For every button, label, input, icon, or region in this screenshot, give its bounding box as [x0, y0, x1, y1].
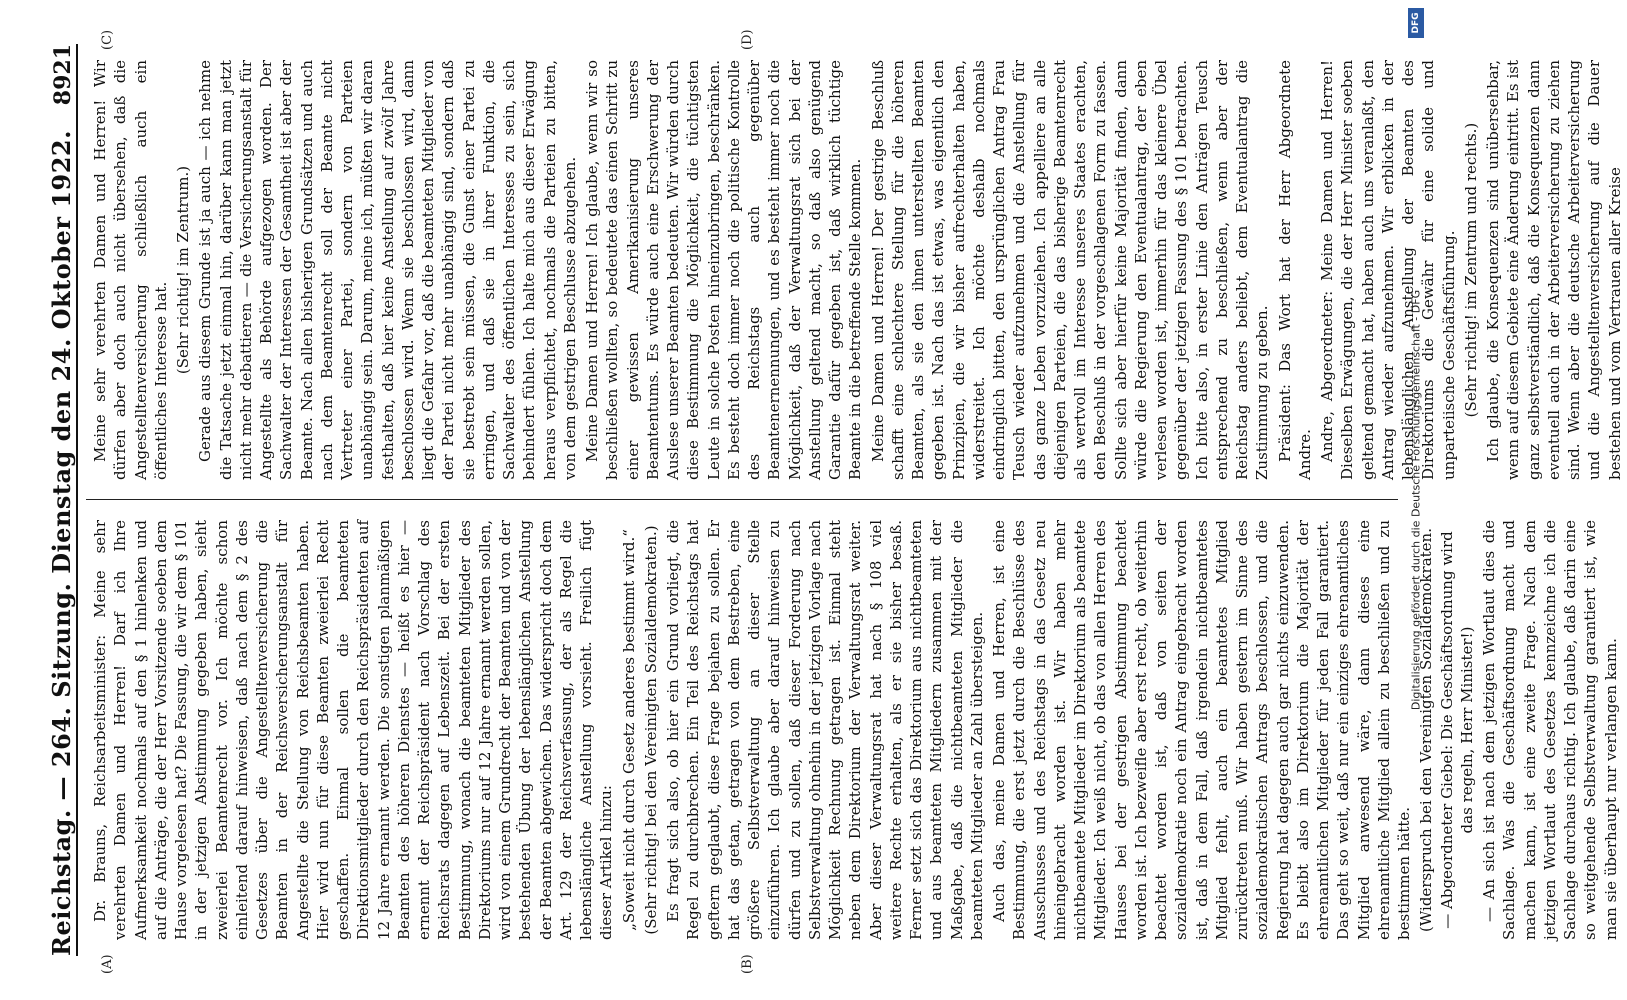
- interjection: (Widerspruch bei den Vereinigten Sozialdemokraten. — Abgeordneter Giebel: Die Geschäftsordnung wird das regeln, Herr Minister!): [1417, 528, 1476, 932]
- margin-marker-b: (B): [740, 954, 755, 974]
- speech-paragraph: Es fragt sich also, ob hier ein Grund vorliegt, die Regel zu durchbrechen. Ein Teil des Reichstags hat geftern geglaubt, diese Frage bejahen zu sollen. Er hat das getan, getragen von dem Bestreben, eine größere Selbstverwaltung an dieser Stelle einzuführen. Ich glaube aber darauf hinweisen zu dürfen und zu sollen, daß dieser Forderung nach Selbstverwaltung ohnehin in der jetzigen Vorlage nach Möglichkeit Rechnung getragen ist. Einmal steht neben dem Direktorium der Verwaltungsrat weiter. Aber dieser Verwaltungsrat hat nach § 108 viel weitere Rechte erhalten, als er sie bisher besaß. Ferner setzt sich das Direktorium aus nichtbeamteten und aus beamteten Mitgliedern zusammen mit der Maßgabe, daß die nichtbeamteten Mitglieder die beamteten Mitglieder an Zahl übersteigen.: [664, 520, 986, 940]
- speech-paragraph: Auch das, meine Damen und Herren, ist eine Bestimmung, die erst jetzt durch die Beschlüsse des Ausschusses und des Reichstags in das Gesetz neu hineingebracht worden ist. Wir haben mehr nichtbeamtete Mitglieder im Direktorium als beamtete Mitglieder. Ich weiß nicht, ob das von allen Herren des Hauses bei der gestrigen Abstimmung beachtet worden ist. Ich bezweifle aber erst recht, ob weiterhin beachtet worden ist, daß von seiten der sozialdemokratie noch ein Antrag eingebracht worden ist, daß in dem Fall, daß irgendein nichtbeamtetes Mitglied fehlt, auch ein beamtetes Mitglied zurücktreten muß. Wir haben gestern im Sinne des sozialdemokratischen Antrags beschlossen, und die Regierung hat dagegen auch gar nichts einzuwenden. Es bleibt also im Direktorium die Majorität der ehrenamtlichen Mitglieder für jeden Fall garantiert. Das geht so weit, daß nur ein einziges ehrenamtliches Mitglied anwesend wäre, dann dieses eine ehrenamtliche Mitglied allein zu beschließen und zu bestimmen hätte.: [990, 520, 1413, 940]
- margin-marker-c: (C): [100, 29, 115, 50]
- left-column: [90, 520, 1623, 940]
- speech-paragraph: Dr. Brauns, Reichsarbeitsminister: Meine sehr verehrten Damen und Herren! Darf ich Ihre Aufmerksamkeit nochmals auf den § 1 hinlenken und auf die Anträge, die der Herr Vorsitzende soeben dem Hause vorgelesen hat? Die Fassung, die wir dem § 101 in der jetzigen Abstimmung gegeben haben, sieht zweierlei Beamtenrecht vor. Ich möchte schon einleitend darauf hinweisen, daß nach dem § 2 des Gesetzes über die Angestelltenversicherung die Beamten in der Reichsversicherungsanstalt für Angestellte die Stellung von Reichsbeamten haben. Hier wird nun für diese Beamten zweierlei Recht geschaffen. Einmal sollen die beamteten Direktionsmitglieder durch den Reichspräsidenten auf 12 Jahre ernannt werden. Die sonstigen planmäßigen Beamten des höheren Dienstes — heißt es hier — ernennt der Reichspräsident nach Vorschlag des Reichsrats dagegen auf Lebenszeit. Bei der ersten Bestimmung, wonach die beamteten Mitglieder des Direktoriums nur auf 12 Jahre ernannt werden sollen, wird von einem Grundrecht der Beamten und von der bestehenden Übung der lebenslänglichen Anstellung der Beamten abgewichen. Das widerspricht doch dem Art. 129 der Reichsverfassung, der als Regel die lebenslängliche Anstellung vorsieht. Freilich fügt dieser Artikel hinzu:: [91, 520, 616, 940]
- column-divider: [86, 499, 1398, 500]
- speech-paragraph: — An sich ist nach dem jetzigen Wortlaut dies die Sachlage. Was die Geschäftsordnung macht und machen kann, ist eine zweite Frage. Nach dem jetzigen Wortlaut des Gesetzes kennzeichne ich die Sachlage durchaus richtig. Ich glaube, daß darin eine so weitgehende Selbstverwaltung garantiert ist, wie man sie überhaupt nur verlangen kann.: [1480, 520, 1620, 940]
- speech-paragraph: Meine sehr verehrten Damen und Herren! Wir dürfen aber doch auch nicht übersehen, daß die Angestelltenversicherung schließlich auch ein öffentliches Interesse hat.: [91, 60, 170, 480]
- interjection: (Sehr richtig! im Zentrum und rechts.): [1461, 122, 1480, 418]
- margin-marker-a: (A): [100, 954, 115, 974]
- speech-paragraph: Meine Damen und Herren! Ich glaube, wenn wir so beschließen wollten, so bedeutete das einen Schritt zu einer gewissen Amerikanisierung unseres Beamtentums. Es würde auch eine Erschwerung der Auslese unserer Beamten bedeuten. Wir würden durch diese Bestimmung die Möglichkeit, die tüchtigsten Leute in solche Posten hineinzubringen, beschränken. Es besteht doch immer noch die politische Kontrolle des Reichstags auch gegenüber Beamtenernennungen, und es besteht immer noch die Möglichkeit, daß der Verwaltungsrat sich bei der Anstellung geltend macht, so daß also genügend Garantie dafür gegeben ist, daß wirklich tüchtige Beamte in die betreffende Stelle kommen.: [583, 60, 865, 480]
- right-column: [90, 60, 1627, 480]
- digitization-credit: Digitalisierung gefördert durch die Deutsche Forschungsgemeinschaft - DFG: [1409, 289, 1423, 711]
- speech-paragraph: Ich glaube, die Konsequenzen sind unübersehbar, wenn auf diesem Gebiete eine Änderung eintritt. Es ist ganz selbstverständlich, daß die Konsequenzen dann eventuell auch in der Arbeiterversicherung zu ziehen sind. Wenn aber die deutsche Arbeiterversicherung und die Angestelltenversicherung auf die Dauer bestehen und vom Vertrauen aller Kreise: [1484, 60, 1624, 480]
- dfg-logo: [1408, 8, 1424, 38]
- page-header: [36, 44, 78, 956]
- quote: „Soweit nicht durch Gesetz anderes bestimmt wird.“: [619, 529, 638, 931]
- speech-paragraph: Meine Damen und Herren! Der gestrige Beschluß schafft eine schlechtere Stellung für die höheren Beamten, als sie den ihnen unterstellten Beamten gegeben ist. Nach das ist etwas, was eigentlich den Prinzipien, die wir bisher aufrechterhalten haben, widerstreitet. Ich möchte deshalb nochmals eindringlich bitten, den ursprünglichen Antrag Frau Teusch wieder aufzunehmen und die Anstellung für das ganze Leben vorzuziehen. Ich appelliere an alle diejenigen Parteien, die das bisherige Beamtenrecht als wertvoll im Interesse unseres Staates erachten, den Beschluß in der vorgeschlagenen Form zu fassen. Sollte sich aber hierfür keine Majorität finden, dann würde die Regierung den Eventualantrag, der eben verlesen worden ist, immerhin für das kleinere Übel gegenüber der jetzigen Fassung des § 101 betrachten. Ich bitte also, in erster Linie den Anträgen Teusch entsprechend zu beschließen, wenn aber der Reichstag anders beliebt, dem Eventualantrag die Zustimmung zu geben.: [868, 60, 1272, 480]
- margin-marker-d: (D): [740, 29, 755, 50]
- interjection: (Sehr richtig! im Zentrum.): [174, 165, 192, 375]
- header-title: Reichstag. — 264. Sitzung. Dienstag den 24. Oktober 1922.: [47, 130, 76, 956]
- speech-paragraph: Gerade aus diesem Grunde ist ja auch — ich nehme die Tatsache jetzt einmal hin, darüber kann man jetzt nicht mehr debattieren — die Versicherungsanstalt für Angestellte als Behörde aufgezogen worden. Der Sachwalter der Interessen der Gesamtheit ist aber der Beamte. Nach allen bisherigen Grundsätzen und auch nach dem Beamtenrecht soll der Beamte nicht Vertreter einer Partei, sondern von Parteien unabhängig sein. Darum, meine ich, müßten wir daran festhalten, daß hier keine Anstellung auf zwölf Jahre beschlossen wird. Wenn sie beschlossen wird, dann liegt die Gefahr vor, daß die beamteten Mitglieder von der Partei nicht mehr unabhängig sind, sondern daß sie bestrebt sein müssen, die Gunst einer Partei zu erringen, und daß sie in ihrer Funktion, die Sachwalter des öffentlichen Interesses zu sein, sich behindert fühlen. Ich halte mich aus dieser Erwägung heraus verpflichtet, nochmals die Parteien zu bitten, von dem gestrigen Beschlusse abzugehen.: [196, 60, 579, 480]
- president-line: Präsident: Das Wort hat der Herr Abgeordnete Andre.: [1275, 60, 1314, 480]
- page-number: 8921: [50, 44, 76, 106]
- speech-paragraph: Andre, Abgeordneter: Meine Damen und Herren! Dieselben Erwägungen, die der Herr Minister soeben geltend gemacht hat, haben auch uns veranlaßt, den Antrag wieder aufzunehmen. Wir erblicken in der lebenslänglichen Anstellung der Beamten des Direktoriums die Gewähr für eine solide und unparteiische Geschäftsführung.: [1318, 60, 1458, 480]
- dfg-logo-text: DFG: [1411, 12, 1421, 34]
- interjection: (Sehr richtig! bei den Vereinigten Sozialdemokraten.): [641, 525, 660, 935]
- scan-sidebar: [1398, 0, 1434, 1000]
